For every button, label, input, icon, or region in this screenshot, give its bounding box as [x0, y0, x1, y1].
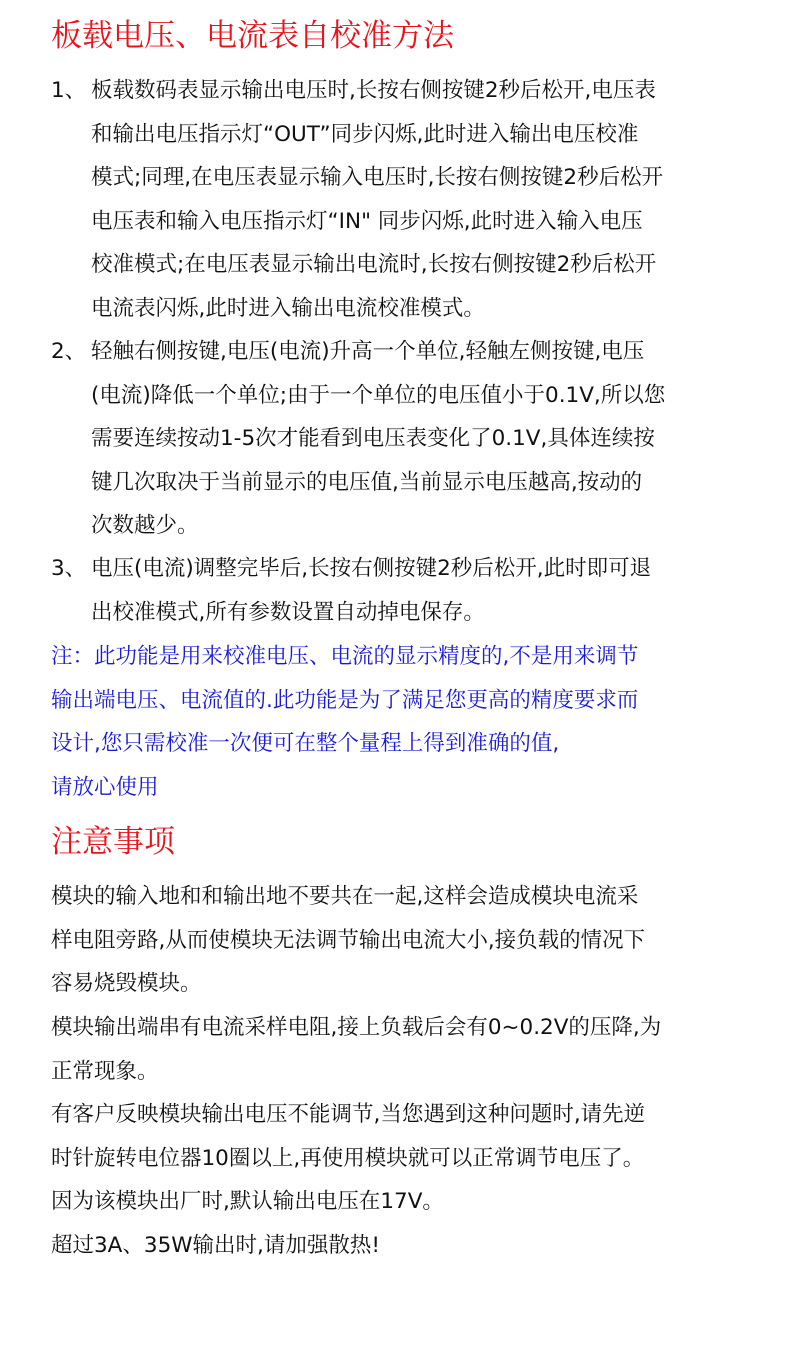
item-line: 键几次取决于当前显示的电压值,当前显示电压越高,按动的	[91, 469, 643, 495]
paragraph-line: 超过3A、35W输出时,请加强散热!	[51, 1233, 380, 1258]
paragraph-line: 时针旋转电位器10圈以上,再使用模块就可以正常调节电压了。	[51, 1145, 645, 1171]
item-line: 校准模式;在电压表显示输出电流时,长按右侧按键2秒后松开	[91, 252, 657, 277]
precaution-paragraph-2	[51, 1006, 751, 1093]
instruction-item-2	[51, 330, 751, 548]
item-line: 电流表闪烁,此时进入输出电流校准模式。	[91, 295, 485, 321]
paragraph-line: 正常现象。	[51, 1058, 159, 1084]
calibration-note	[51, 635, 751, 809]
item-line: 电压表和输入电压指示灯“IN" 同步闪烁,此时进入输入电压	[91, 208, 643, 234]
note-line: 注：此功能是用来校准电压、电流的显示精度的,不是用来调节	[51, 644, 639, 669]
paragraph-line: 模块输出端串有电流采样电阻,接上负载后会有0~0.2V的压降,为	[51, 1015, 662, 1040]
paragraph-line: 有客户反映模块输出电压不能调节,当您遇到这种问题时,请先逆	[51, 1102, 646, 1127]
paragraph-line: 因为该模块出厂时,默认输出电压在17V。	[51, 1189, 444, 1214]
item-line: 电压(电流)调整完毕后,长按右侧按键2秒后松开,此时即可退	[91, 556, 652, 581]
item-line: 次数越少。	[91, 513, 199, 538]
item-number: 1、	[51, 78, 87, 103]
note-line: 请放心使用	[51, 774, 159, 800]
instruction-item-1	[51, 69, 751, 330]
item-line: 出校准模式,所有参数设置自动掉电保存。	[91, 599, 485, 625]
item-line: 轻触右侧按键,电压(电流)升高一个单位,轻触左侧按键,电压	[91, 339, 645, 364]
item-line: 和输出电压指示灯“OUT”同步闪烁,此时进入输出电压校准	[91, 121, 639, 147]
item-line: (电流)降低一个单位;由于一个单位的电压值小于0.1V,所以您	[91, 382, 666, 408]
item-line: 板载数码表显示输出电压时,长按右侧按键2秒后松开,电压表	[91, 78, 656, 103]
item-number: 3、	[51, 556, 87, 581]
item-line: 需要连续按动1-5次才能看到电压表变化了0.1V,具体连续按	[91, 426, 655, 451]
precaution-paragraph-4	[51, 1224, 751, 1268]
item-number: 2、	[51, 339, 87, 364]
paragraph-line: 模块的输入地和和输出地不要共在一起,这样会造成模块电流采	[51, 884, 639, 909]
paragraph-line: 样电阻旁路,从而使模块无法调节输出电流大小,接负载的情况下	[51, 927, 646, 953]
precautions-title: 注意事项	[51, 824, 175, 860]
precaution-paragraph-1	[51, 875, 751, 1006]
calibration-title: 板载电压、电流表自校准方法	[51, 18, 454, 54]
item-line: 模式;同理,在电压表显示输入电压时,长按右侧按键2秒后松开	[91, 165, 664, 190]
note-line: 设计,您只需校准一次便可在整个量程上得到准确的值,	[51, 731, 560, 756]
note-line: 输出端电压、电流值的.此功能是为了满足您更高的精度要求而	[51, 687, 639, 713]
paragraph-line: 容易烧毁模块。	[51, 971, 202, 996]
instruction-item-3	[51, 547, 751, 634]
precaution-paragraph-3	[51, 1093, 751, 1224]
